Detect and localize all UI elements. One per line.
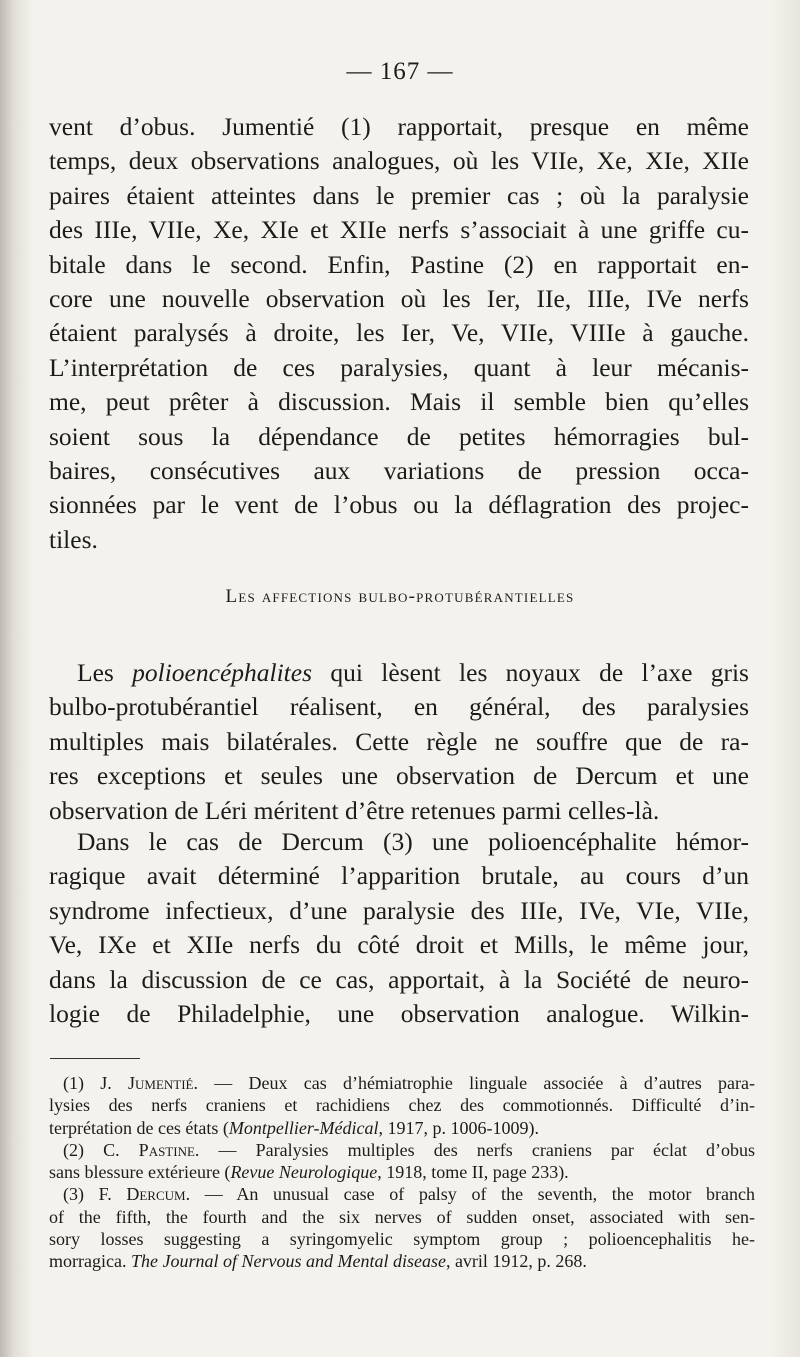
- footnote-number: (1): [63, 1073, 84, 1093]
- text-line: multiples mais bilatérales. Cette règle ne souffre que de ra-: [49, 726, 749, 756]
- text-run: terprétation de ces états (: [49, 1117, 229, 1138]
- text-line: baires, consécutives aux variations de pression occa-: [49, 456, 749, 486]
- footnote-2: [49, 1139, 755, 1184]
- text-line: [49, 1183, 755, 1205]
- text-line: bitale dans le second. Enfin, Pastine (2) en rapportait en-: [49, 249, 749, 279]
- text-line: [49, 1139, 755, 1161]
- text-line: core une nouvelle observation où les Ier, IIe, IIIe, IVe nerfs: [49, 284, 749, 314]
- text-line: lysies des nerfs craniens et rachidiens chez des commotionnés. Difficulté d’in-: [49, 1095, 755, 1116]
- footnote-3: [49, 1183, 755, 1272]
- text-line: ragique avait déterminé l’apparition brutale, au cours d’un: [49, 861, 749, 891]
- journal-title: Montpellier-Médical: [228, 1117, 379, 1138]
- text-line: temps, deux observations analogues, où les VIIe, Xe, XIe, XIIe: [49, 146, 749, 176]
- text-run: , 1917, p. 1006-1009).: [378, 1117, 540, 1138]
- text-line: bulbo-protubérantiel réalisent, en général, des paralysies: [49, 692, 749, 722]
- text-line: L’interprétation de ces paralysies, quant à leur mécanis-: [49, 352, 749, 382]
- text-line: paires étaient atteintes dans le premier cas ; où la paralysie: [49, 180, 749, 210]
- text-run: sans blessure extérieure (: [49, 1162, 231, 1183]
- text-line: sionnées par le vent de l’obus ou la déflagration des projec-: [49, 490, 749, 520]
- paragraph-3: [49, 825, 749, 1031]
- text-line: observation de Léri méritent d’être retenues parmi celles-là.: [49, 795, 660, 825]
- paragraph-1: [49, 110, 749, 557]
- text-run: qui lèsent les noyaux de l’axe gris: [312, 658, 749, 687]
- text-line: tiles.: [49, 524, 98, 554]
- footnote-author: C. Pastine.: [103, 1139, 200, 1160]
- text-line: soient sous la dépendance de petites hémorragies bul-: [49, 421, 749, 451]
- text-line: [49, 656, 749, 690]
- text-run: Dans le cas de Dercum (3) une polioencéphalite hémor-: [77, 827, 749, 856]
- text-line: me, peut prêter à discussion. Mais il semble bien qu’elles: [49, 387, 749, 417]
- text-run: morragica.: [49, 1251, 131, 1272]
- text-line: [49, 1072, 755, 1094]
- journal-title: Revue Neurologique: [230, 1162, 378, 1183]
- text-line: syndrome infectieux, d’une paralysie des IIIe, IVe, VIe, VIIe,: [49, 895, 749, 925]
- text-line: [49, 825, 749, 859]
- text-line: of the fifth, the fourth and the six nerves of sudden onset, associated with sen-: [49, 1206, 755, 1227]
- footnote-author: F. Dercum.: [98, 1184, 191, 1205]
- text-line: [49, 1117, 755, 1139]
- text-line: res exceptions et seules une observation de Dercum et une: [49, 761, 749, 791]
- paragraph-2: [49, 656, 749, 828]
- text-line: logie de Philadelphie, une observation analogue. Wilkin-: [49, 999, 749, 1029]
- text-run: , 1918, tome II, page 233).: [377, 1162, 569, 1183]
- footnote-author: J. Jumentié.: [100, 1073, 198, 1093]
- journal-title: The Journal of Nervous and Mental disease: [130, 1251, 446, 1272]
- footnote-number: (2): [63, 1139, 84, 1160]
- text-line: dans la discussion de ce cas, apportait, à la Société de neuro-: [49, 964, 749, 994]
- text-line: des IIIe, VIIe, Xe, XIe et XIIe nerfs s’associait à une griffe cu-: [49, 215, 749, 245]
- page-number: — 167 —: [346, 58, 454, 85]
- section-heading: Les affections bulbo-protubérantielles: [225, 586, 575, 607]
- text-run: — An unusual case of palsy of the seventh, the motor branch: [190, 1184, 756, 1205]
- text-run: , avril 1912, p. 268.: [445, 1251, 587, 1272]
- footnote-number: (3): [63, 1184, 84, 1205]
- text-line: [49, 1250, 755, 1272]
- text-line: étaient paralysés à droite, les Ier, Ve, VIIe, VIIIe à gauche.: [49, 318, 749, 348]
- footnote-1: [49, 1072, 755, 1139]
- text-line: [49, 1161, 755, 1183]
- footnote-rule: [50, 1058, 140, 1059]
- text-line: vent d’obus. Jumentié (1) rapportait, presque en même: [49, 112, 749, 141]
- text-run: — Paralysies multiples des nerfs craniens par éclat d’obus: [199, 1139, 756, 1160]
- footnotes: [49, 1072, 755, 1273]
- text-line: sory losses suggesting a syringomyelic symptom group ; polioencephalitis he-: [49, 1229, 755, 1250]
- text-run: — Deux cas d’hémiatrophie linguale associée à d’autres para-: [198, 1073, 756, 1093]
- text-run: Les: [77, 658, 133, 687]
- italic-term: polioencéphalites: [132, 658, 313, 687]
- text-line: Ve, IXe et XIIe nerfs du côté droit et Mills, le même jour,: [49, 930, 749, 960]
